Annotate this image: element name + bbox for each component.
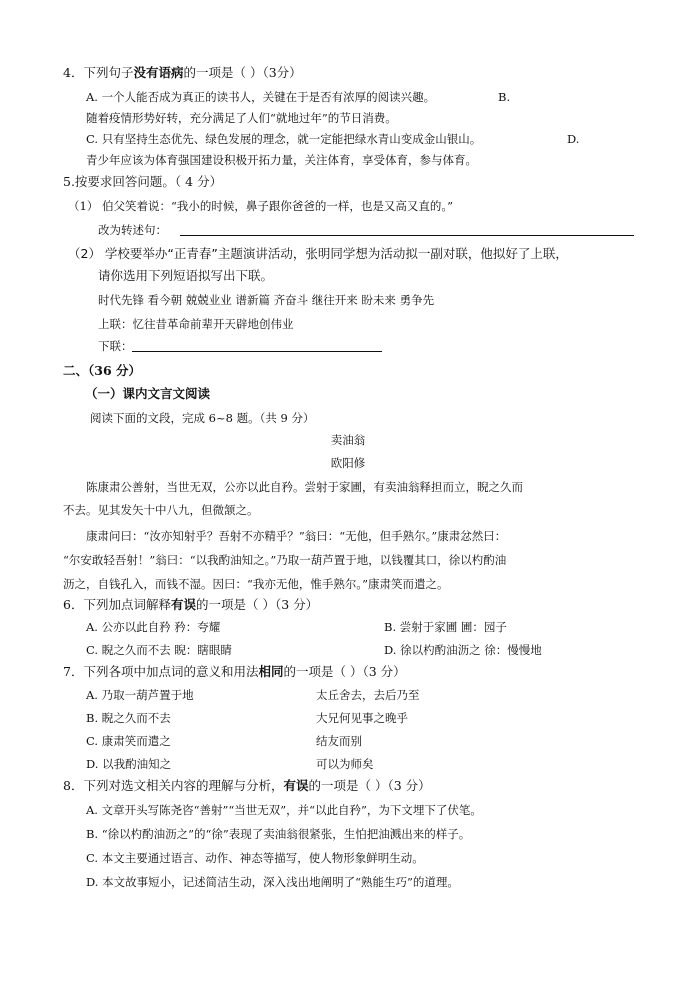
- q4-option-b-text: 随着疫情形势好转，充分满足了人们“就地过年”的节日消费。: [86, 111, 397, 125]
- q7-row-c-right: 结友而别: [316, 734, 362, 748]
- article-para2-line3: 沥之，自钱孔入，而钱不湿。因曰：“我亦无他，惟手熟尔。”康肃笑而遣之。: [63, 577, 449, 591]
- q6-stem-bold: 有误: [170, 597, 196, 612]
- q7-row-b-right: 大兄何见事之晚乎: [316, 711, 408, 725]
- article-para1-line1: 陈康肃公善射，当世无双，公亦以此自矜。尝射于家圃，有卖油翁释担而立，睨之久而: [86, 480, 523, 494]
- q8-option-d: D. 本文故事短小，记述简洁生动，深入浅出地阐明了“熟能生巧”的道理。: [86, 875, 459, 889]
- q8-stem-post: 的一项是（ ）（3 分）: [308, 778, 431, 793]
- q7-stem-bold: 相同: [258, 664, 284, 679]
- q6-stem-post: 的一项是（ ）（3 分）: [195, 597, 319, 612]
- q7-row-c-left: C. 康肃笑而遣之: [86, 734, 171, 748]
- q7-stem-post: 的一项是（ ）（3 分）: [283, 664, 406, 679]
- q4-stem-post: 的一项是（ ）（3分）: [183, 65, 302, 80]
- q5-phrase-list: 时代先锋 看今朝 兢兢业业 谱新篇 齐奋斗 继往开来 盼未来 勇争先: [98, 293, 435, 307]
- q4-option-d-label: D.: [567, 132, 580, 146]
- article-para2-line2: “尔安敢轻吾射！”翁曰：“以我酌油知之。”乃取一葫芦置于地，以钱覆其口，徐以杓酌油: [63, 553, 507, 567]
- section2-subtitle: （一）课内文言文阅读: [85, 386, 211, 401]
- q4-option-d-text: 青少年应该为体育强国建设积极开拓力量，关注体育，享受体育，参与体育。: [86, 153, 477, 167]
- q8-stem: [63, 778, 431, 794]
- q7-row-a-right: 太丘舍去，去后乃至: [316, 688, 420, 702]
- q5-stem: 5.按要求回答问题。（ 4 分）: [63, 174, 223, 189]
- q8-option-a: A. 文章开头写陈尧咨“善射”“当世无双”，并“以此自矜”，为下文埋下了伏笔。: [86, 803, 482, 817]
- q4-stem-pre: 4．下列句子: [63, 65, 134, 80]
- q4-option-a: [86, 89, 435, 105]
- q8-stem-pre: 8．下列对选文相关内容的理解与分析，: [63, 778, 284, 793]
- q6-option-b: B. 尝射于家圃 圃：园子: [384, 620, 507, 634]
- q5-upper-couplet: 上联：忆往昔革命前辈开天辟地创伟业: [98, 317, 294, 331]
- q4-option-a-text: A. 一个人能否成为真正的读书人，关键在于是否有浓厚的阅读兴趣。: [86, 90, 436, 104]
- reading-instruction: 阅读下面的文段，完成 6~8 题。（共 9 分）: [90, 411, 315, 425]
- q6-option-a: A. 公亦以此自矜 矜：夸耀: [86, 620, 221, 634]
- article-author: 欧阳修: [330, 456, 366, 470]
- article-para1-line2: 不去。见其发矢十中八九，但微颔之。: [63, 503, 259, 517]
- article-para2-line1: 康肃问曰：“汝亦知射乎？吾射不亦精乎？”翁曰：“无他，但手熟尔。”康肃忿然曰：: [86, 529, 507, 543]
- q5-part2-line1: （2） 学校要举办“正青春”主题演讲活动，张明同学想为活动拟一副对联，他拟好了上联，: [68, 246, 568, 261]
- q7-row-d-left: D. 以我酌油知之: [86, 757, 172, 771]
- q7-stem-pre: 7．下列各项中加点词的意义和用法: [63, 664, 259, 679]
- q6-stem: [63, 597, 318, 613]
- q4-stem-bold: 没有语病: [133, 65, 184, 80]
- q7-stem: [63, 664, 406, 680]
- q5-part1-answer-line[interactable]: [180, 235, 634, 236]
- article-title: 卖油翁: [330, 433, 366, 447]
- q5-part2-line2: 请你选用下列短语拟写出下联。: [98, 268, 274, 283]
- q8-option-c: C. 本文主要通过语言、动作、神态等描写，使人物形象鲜明生动。: [86, 851, 424, 865]
- q7-row-d-right: 可以为师矣: [316, 757, 374, 771]
- q4-option-b-label: B.: [498, 90, 511, 104]
- q8-option-b: B. “徐以杓酌油沥之”的“徐”表现了卖油翁很紧张，生怕把油溅出来的样子。: [86, 827, 471, 841]
- q5-lower-couplet-answer-line[interactable]: [132, 351, 382, 352]
- q5-lower-couplet-label: 下联：: [98, 339, 133, 353]
- q6-stem-pre: 6．下列加点词解释: [63, 597, 171, 612]
- q4-stem: [63, 65, 302, 81]
- q5-part1: （1） 伯父笑着说：“我小的时候，鼻子跟你爸爸的一样，也是又高又直的。”: [68, 199, 453, 213]
- q7-row-b-left: B. 睨之久而不去: [86, 711, 171, 725]
- q6-option-c: C. 睨之久而不去 睨：瞎眼睛: [86, 643, 232, 657]
- q6-option-d: D. 徐以杓酌油沥之 徐：慢慢地: [384, 643, 542, 657]
- q7-row-a-left: A. 乃取一葫芦置于地: [86, 688, 194, 702]
- q4-option-c: C. 只有坚持生态优先、绿色发展的理念，就一定能把绿水青山变成金山银山。: [86, 132, 482, 146]
- q5-part1-change-label: 改为转述句：: [98, 223, 167, 237]
- section2-title: 二、（36 分）: [63, 363, 141, 378]
- q8-stem-bold: 有误: [283, 778, 309, 793]
